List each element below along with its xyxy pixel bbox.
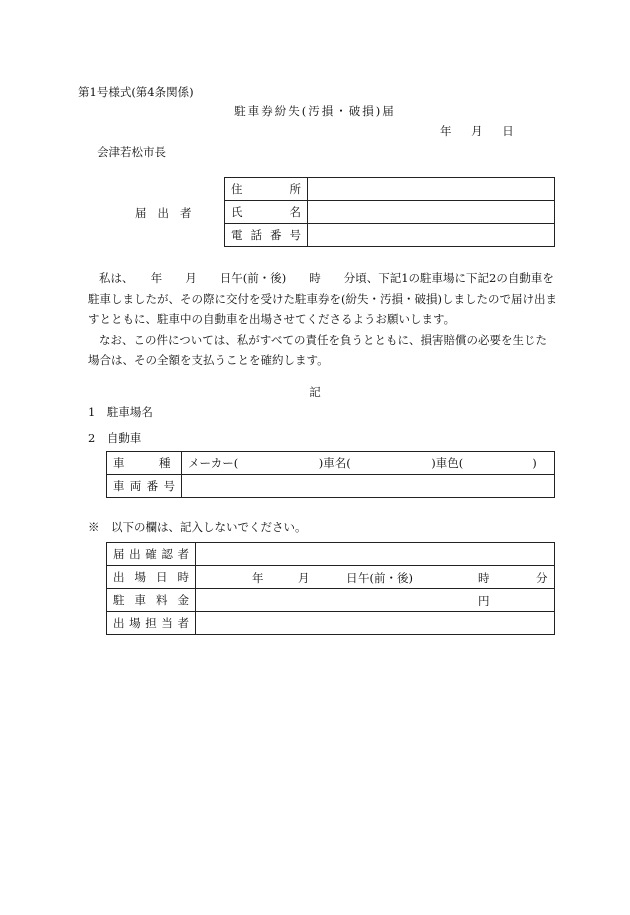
- form-number-label: 第1号様式(第4条関係): [78, 85, 194, 99]
- name-field[interactable]: [308, 201, 555, 224]
- applicant-side-label: 届出者: [135, 206, 203, 220]
- exit-datetime-label: 出 場 日 時: [113, 570, 189, 584]
- table-row: [107, 475, 555, 498]
- exit-staff-field[interactable]: [196, 612, 555, 635]
- date-line: 年 月 日: [440, 124, 514, 138]
- address-label: 住 所: [231, 182, 301, 196]
- name-label: 氏 名: [231, 205, 301, 219]
- minute-unit: 分: [536, 571, 548, 585]
- parking-fee-field[interactable]: [196, 589, 555, 612]
- year-unit: 年: [252, 571, 264, 585]
- table-row: [107, 589, 555, 612]
- vehicle-type-field[interactable]: メーカー( )車名( )車色( ): [182, 452, 555, 475]
- month-unit: 月: [298, 571, 310, 585]
- details-heading: 記: [309, 385, 321, 399]
- office-use-note: ※ 以下の欄は、記入しないでください。: [88, 520, 307, 534]
- applicant-table: [224, 177, 555, 247]
- ampm-unit: 午(前・後): [358, 571, 413, 585]
- parking-lot-name-label: 1 駐車場名: [88, 405, 153, 419]
- phone-field[interactable]: [308, 224, 555, 247]
- table-row: [107, 566, 555, 589]
- document-title: 駐車券紛失(汚損・破損)届: [234, 104, 396, 118]
- vehicle-type-label: 車 種: [107, 452, 182, 475]
- table-row: [107, 452, 555, 475]
- confirmer-field[interactable]: [196, 543, 555, 566]
- plate-number-label: 車 両 番 号: [113, 479, 175, 493]
- table-row: [107, 543, 555, 566]
- vehicle-table: [106, 451, 555, 498]
- confirmer-label: 届 出 確 認 者: [113, 547, 189, 561]
- statement-text: [88, 268, 558, 371]
- day-unit: 日: [346, 571, 358, 585]
- table-row: [225, 178, 555, 201]
- exit-datetime-field[interactable]: [196, 566, 555, 589]
- address-field[interactable]: [308, 178, 555, 201]
- parking-fee-label: 駐 車 料 金: [113, 593, 189, 607]
- plate-number-field[interactable]: [182, 475, 555, 498]
- statement-paragraph-2: なお、この件については、私がすべての責任を負うとともに、損害賠償の必要を生じた場合は、その全額を支払うことを確約します。: [88, 332, 548, 367]
- yen-unit: 円: [478, 594, 490, 608]
- vehicle-label: 2 自動車: [88, 431, 142, 445]
- table-row: [107, 612, 555, 635]
- office-use-table: [106, 542, 555, 635]
- statement-paragraph-1: 私は、 年 月 日午(前・後) 時 分頃、下記1の駐車場に下記2の自動車を駐車しましたが、その際に交付を受けた駐車券を(紛失・汚損・破損)しましたので届け出ますとともに、駐車中の自動車を出場させてくださるようお願いします。: [88, 271, 557, 326]
- hour-unit: 時: [478, 571, 490, 585]
- table-row: [225, 201, 555, 224]
- addressee: 会津若松市長: [97, 145, 166, 159]
- exit-staff-label: 出 場 担 当 者: [113, 616, 189, 630]
- table-row: [225, 224, 555, 247]
- phone-label: 電 話 番 号: [231, 228, 301, 242]
